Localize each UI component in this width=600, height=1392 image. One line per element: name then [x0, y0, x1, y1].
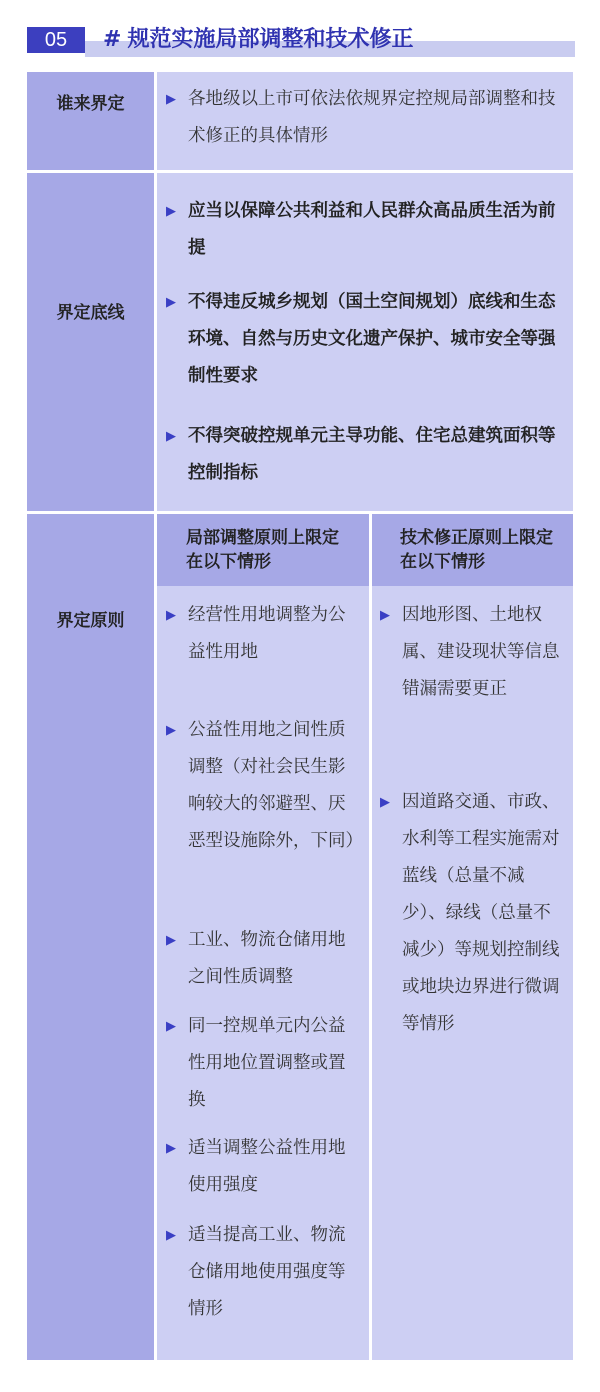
local-adjustment-column — [157, 514, 369, 1360]
list-item: ▶ 不得突破控规单元主导功能、住宅总建筑面积等控制指标 — [166, 418, 558, 492]
row-content-baseline — [157, 173, 573, 511]
section-header — [0, 0, 600, 62]
list-item: ▶ 适当调整公益性用地使用强度 — [166, 1130, 358, 1204]
triangle-right-icon: ▶ — [380, 608, 390, 623]
list-item: ▶ 工业、物流仓储用地之间性质调整 — [166, 922, 358, 996]
row-label-principle-text: 界定原则 — [56, 611, 125, 631]
row-label-baseline-text: 界定底线 — [56, 303, 125, 323]
triangle-right-icon: ▶ — [166, 92, 176, 107]
list-item: ▶ 各地级以上市可依法依规界定控规局部调整和技术修正的具体情形 — [166, 81, 558, 155]
triangle-right-icon: ▶ — [166, 295, 176, 310]
triangle-right-icon: ▶ — [166, 723, 176, 738]
row-label-who-text: 谁来界定 — [56, 94, 125, 114]
list-item: ▶ 应当以保障公共利益和人民群众高品质生活为前提 — [166, 193, 558, 267]
triangle-right-icon: ▶ — [166, 1019, 176, 1034]
triangle-right-icon: ▶ — [166, 933, 176, 948]
row-label-baseline — [27, 173, 154, 511]
hash-icon: # — [103, 27, 122, 52]
local-adjustment-header: 局部调整原则上限定在以下情形 — [157, 514, 369, 586]
triangle-right-icon: ▶ — [380, 795, 390, 810]
list-item: ▶ 同一控规单元内公益性用地位置调整或置换 — [166, 1008, 358, 1119]
list-item: ▶ 因地形图、土地权属、建设现状等信息错漏需要更正 — [380, 597, 564, 708]
list-item: ▶ 不得违反城乡规划（国土空间规划）底线和生态环境、自然与历史文化遗产保护、城市安全等强制性要求 — [166, 284, 558, 395]
section-title-text: 规范实施局部调整和技术修正 — [127, 27, 414, 52]
list-item: ▶ 因道路交通、市政、水利等工程实施需对蓝线（总量不减少）、绿线（总量不减少）等规划控制线或地块边界进行微调等情形 — [380, 784, 564, 1043]
row-label-principle — [27, 514, 154, 1360]
triangle-right-icon: ▶ — [166, 429, 176, 444]
technical-correction-header: 技术修正原则上限定在以下情形 — [372, 514, 573, 586]
section-number-badge: 05 — [27, 27, 85, 53]
triangle-right-icon: ▶ — [166, 608, 176, 623]
triangle-right-icon: ▶ — [166, 204, 176, 219]
list-item: ▶ 公益性用地之间性质调整（对社会民生影响较大的邻避型、厌恶型设施除外，下同） — [166, 712, 358, 860]
row-content-who — [157, 72, 573, 170]
technical-correction-column — [372, 514, 573, 1360]
triangle-right-icon: ▶ — [166, 1228, 176, 1243]
list-item: ▶ 适当提高工业、物流仓储用地使用强度等情形 — [166, 1217, 358, 1328]
row-label-who — [27, 72, 154, 170]
section-title — [103, 26, 413, 54]
triangle-right-icon: ▶ — [166, 1141, 176, 1156]
list-item: ▶ 经营性用地调整为公益性用地 — [166, 597, 358, 671]
